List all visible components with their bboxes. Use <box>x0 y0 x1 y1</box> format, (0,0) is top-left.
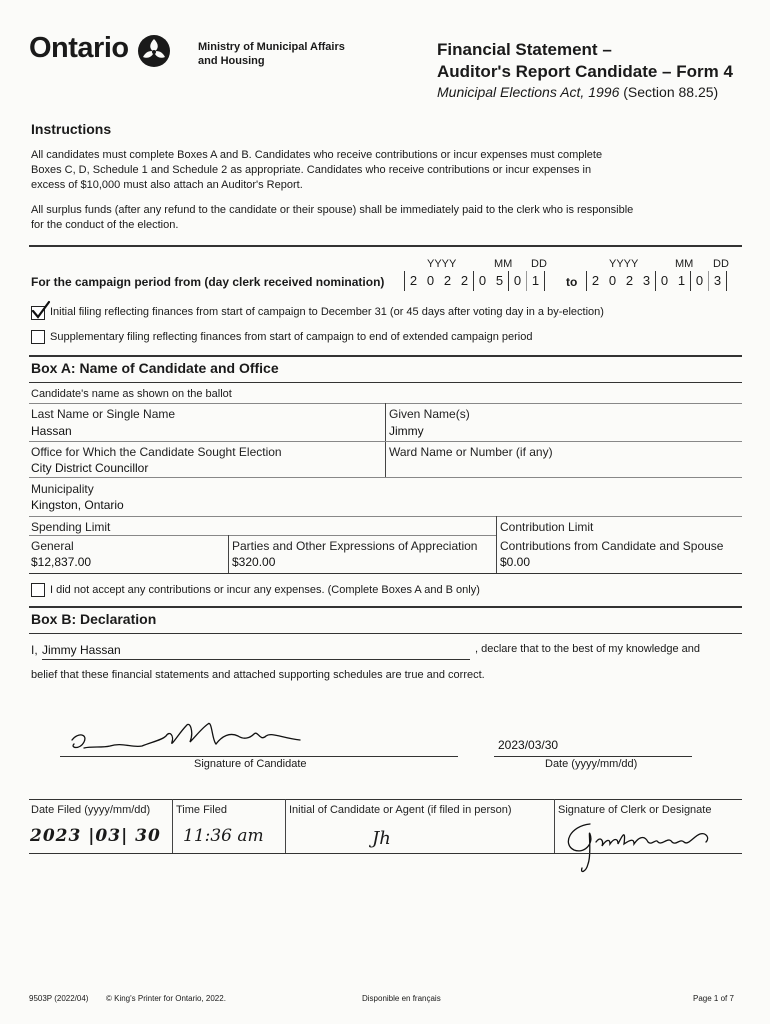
instructions-heading: Instructions <box>31 121 112 137</box>
divider <box>29 382 742 383</box>
general-label: General <box>31 539 74 553</box>
no-contributions-label: I did not accept any contributions or incur any expenses. (Complete Boxes A and B only) <box>50 584 480 596</box>
parties-limit-value[interactable]: $320.00 <box>232 555 276 569</box>
date-digit: 0 <box>608 273 617 288</box>
date-digit: 0 <box>509 271 527 291</box>
contributions-limit-value[interactable]: $0.00 <box>500 555 531 569</box>
act-section: (Section 88.25) <box>623 84 719 100</box>
last-name-field[interactable]: Hassan <box>31 424 72 438</box>
divider <box>29 535 496 536</box>
divider <box>29 441 742 442</box>
french-availability: Disponible en français <box>362 994 441 1003</box>
to-dd-label: DD <box>713 258 729 270</box>
from-mm-label: MM <box>494 258 513 270</box>
date-filed-label: Date Filed (yyyy/mm/dd) <box>31 804 151 816</box>
instructions-para1-line3: excess of $10,000 must also attach an Auditor's Report. <box>31 179 303 191</box>
ministry-line-1: Ministry of Municipal Affairs <box>198 41 345 53</box>
from-dd-label: DD <box>531 258 547 270</box>
to-mm-label: MM <box>675 258 694 270</box>
page-number: Page 1 of 7 <box>693 994 734 1003</box>
date-label: Date (yyyy/mm/dd) <box>545 758 638 770</box>
general-limit-value[interactable]: $12,837.00 <box>31 555 92 569</box>
declaration-prefix: I, <box>31 643 38 657</box>
to-date-field[interactable] <box>586 271 727 291</box>
form-code: 9503P (2022/04) <box>29 994 89 1003</box>
declarant-name-field[interactable]: Jimmy Hassan <box>42 643 470 660</box>
divider <box>29 355 742 357</box>
divider <box>29 516 742 517</box>
divider <box>29 606 742 608</box>
time-filed-field[interactable]: 11:36 am <box>183 826 264 846</box>
date-digit: 2 <box>591 273 600 288</box>
divider <box>29 853 742 854</box>
ballot-name-note: Candidate's name as shown on the ballot <box>31 388 232 400</box>
box-b-heading: Box B: Declaration <box>31 611 157 627</box>
date-digit: 3 <box>709 271 727 291</box>
date-digit: 1 <box>673 271 691 291</box>
divider <box>29 799 742 800</box>
date-digit: 0 <box>478 273 487 288</box>
to-label: to <box>566 275 578 289</box>
initial-of-candidate-label: Initial of Candidate or Agent (if filed in person) <box>289 804 512 816</box>
signature-line <box>60 756 458 757</box>
supplementary-filing-label: Supplementary filing reflecting finances from start of campaign to end of extended campaign period <box>50 331 533 343</box>
divider <box>385 403 386 477</box>
date-digit: 0 <box>691 271 709 291</box>
initial-filing-label: Initial filing reflecting finances from start of campaign to December 31 (or 45 days after voting day in a by-election) <box>50 306 604 318</box>
from-date-field[interactable] <box>404 271 545 291</box>
trillium-logo-icon <box>137 34 171 68</box>
date-digit: 3 <box>638 271 656 291</box>
date-digit: 0 <box>426 273 435 288</box>
act-name: Municipal Elections Act, 1996 <box>437 84 620 100</box>
parties-label: Parties and Other Expressions of Appreciation <box>232 539 478 553</box>
supplementary-filing-checkbox[interactable] <box>31 330 45 344</box>
date-digit: 2 <box>409 273 418 288</box>
instructions-para1-line2: Boxes C, D, Schedule 1 and Schedule 2 as appropriate. Candidates who receive contributions or incur expenses in <box>31 164 592 176</box>
time-filed-label: Time Filed <box>176 804 227 816</box>
divider <box>496 516 497 573</box>
given-name-label: Given Name(s) <box>389 407 470 421</box>
to-yyyy-label: YYYY <box>609 258 639 270</box>
contribution-limit-label: Contribution Limit <box>500 520 594 534</box>
copyright: © King's Printer for Ontario, 2022. <box>106 994 226 1003</box>
ministry-line-2: and Housing <box>198 55 265 67</box>
form-title-line-1: Financial Statement – <box>437 40 612 59</box>
instructions-para2-line2: for the conduct of the election. <box>31 219 179 231</box>
divider <box>228 535 229 573</box>
act-reference <box>437 84 718 100</box>
given-name-field[interactable]: Jimmy <box>389 424 424 438</box>
spending-limit-label: Spending Limit <box>31 520 111 534</box>
last-name-label: Last Name or Single Name <box>31 407 176 421</box>
declaration-text-1: , declare that to the best of my knowledge and <box>475 643 701 655</box>
campaign-period-label: For the campaign period from (day clerk received nomination) <box>31 275 385 289</box>
candidate-signature-image[interactable] <box>62 712 322 762</box>
declaration-date-field[interactable]: 2023/03/30 <box>498 738 559 752</box>
from-yyyy-label: YYYY <box>427 258 457 270</box>
divider <box>172 799 173 853</box>
clerk-signature-image[interactable] <box>560 814 720 878</box>
form-title-line-2: Auditor's Report Candidate – Form 4 <box>437 62 733 81</box>
instructions-para1-line1: All candidates must complete Boxes A and B. Candidates who receive contributions or incur expenses must complete <box>31 149 603 161</box>
ward-field[interactable] <box>389 461 739 475</box>
divider <box>285 799 286 853</box>
municipality-field[interactable]: Kingston, Ontario <box>31 498 124 512</box>
date-line <box>494 756 692 757</box>
date-digit: 5 <box>491 271 509 291</box>
instructions-para2-line1: All surplus funds (after any refund to the candidate or their spouse) shall be immediately paid to the clerk who is responsible <box>31 204 634 216</box>
divider <box>29 477 742 478</box>
office-field[interactable]: City District Councillor <box>31 461 149 475</box>
signature-of-candidate-label: Signature of Candidate <box>194 758 307 770</box>
date-digit: 2 <box>625 273 634 288</box>
divider <box>554 799 555 853</box>
divider <box>29 633 742 634</box>
date-filed-field[interactable]: 2023 |03| 30 <box>30 826 161 846</box>
date-digit: 0 <box>660 273 669 288</box>
ward-label: Ward Name or Number (if any) <box>389 445 553 459</box>
date-digit: 1 <box>527 271 545 291</box>
clerk-signature-label: Signature of Clerk or Designate <box>558 804 712 816</box>
office-label: Office for Which the Candidate Sought Election <box>31 445 282 459</box>
ontario-wordmark: Ontario <box>29 32 129 64</box>
contributions-label: Contributions from Candidate and Spouse <box>500 539 724 553</box>
box-a-heading: Box A: Name of Candidate and Office <box>31 360 279 376</box>
divider <box>29 245 742 247</box>
divider <box>29 573 742 574</box>
date-digit: 2 <box>456 271 474 291</box>
checkmark-icon <box>29 299 51 321</box>
initial-field[interactable]: Jh <box>372 828 391 849</box>
date-digit: 2 <box>443 273 452 288</box>
no-contributions-checkbox[interactable] <box>31 583 45 597</box>
declaration-text-2: belief that these financial statements and attached supporting schedules are true and correct. <box>31 669 485 681</box>
municipality-label: Municipality <box>31 482 94 496</box>
